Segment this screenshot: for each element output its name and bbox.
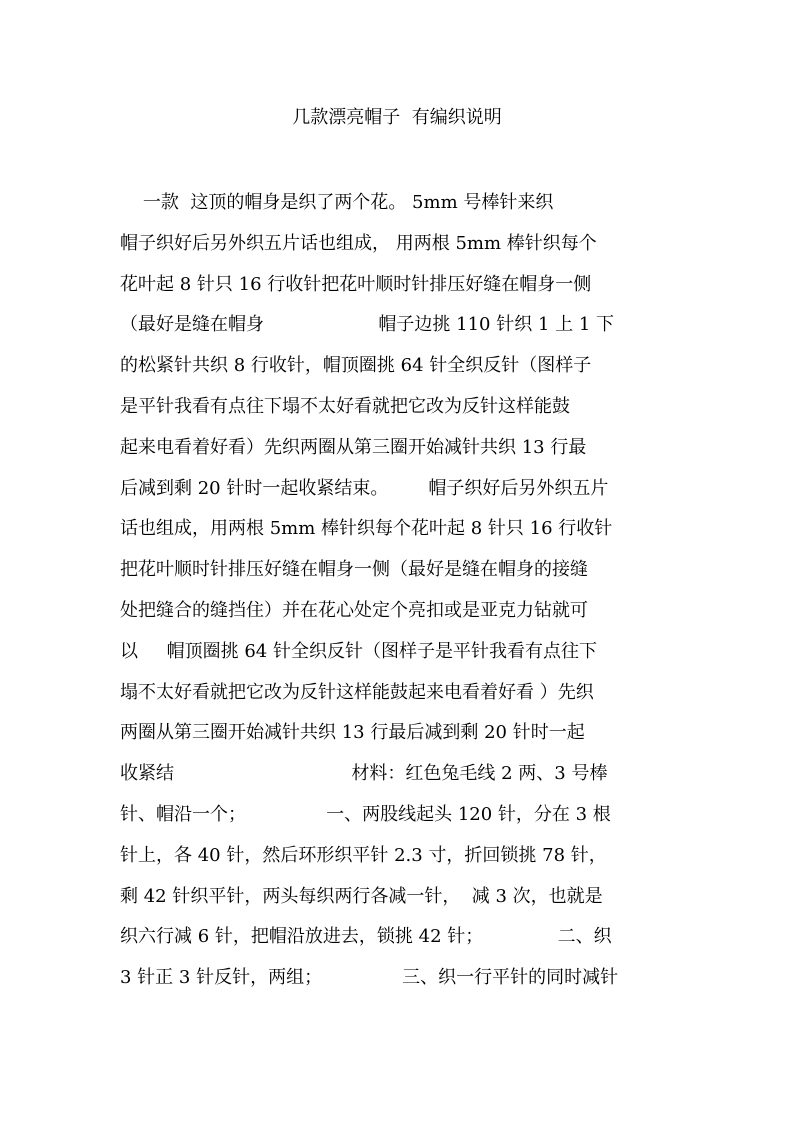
body-line: 花叶起 8 针只 16 行收针把花叶顺时针排压好缝在帽身一侧	[120, 273, 592, 295]
body-line: 收紧结 材料：红色兔毛线 2 两、3 号棒	[120, 763, 608, 785]
body-line: 针、帽沿一个； 一、两股线起头 120 针，分在 3 根	[120, 803, 611, 825]
body-line: 的松紧针共织 8 行收针，帽顶圈挑 64 针全织反针（图样子	[120, 355, 592, 377]
body-line: 以 帽顶圈挑 64 针全织反针（图样子是平针我看有点往下	[120, 640, 597, 662]
body-line: 3 针正 3 针反针，两组； 三、织一行平针的同时减针	[120, 967, 619, 989]
body-line: 话也组成，用两根 5mm 棒针织每个花叶起 8 针只 16 行收针	[120, 518, 613, 540]
document-body	[120, 183, 700, 999]
body-line: 把花叶顺时针排压好缝在帽身一侧（最好是缝在帽身的接缝	[120, 559, 588, 581]
body-line: 针上，各 40 针，然后环形织平针 2.3 寸，折回锁挑 78 针，	[120, 844, 607, 866]
body-line: （最好是缝在帽身 帽子边挑 110 针织 1 上 1 下	[120, 314, 615, 336]
body-line: 塌不太好看就把它改为反针这样能鼓起来电看着好看 ）先织	[120, 681, 594, 703]
body-line: 后减到剩 20 针时一起收紧结束。 帽子织好后另外织五片	[120, 477, 609, 499]
body-line: 一款 这顶的帽身是织了两个花。 5mm 号棒针来织	[120, 192, 554, 213]
document-title: 几款漂亮帽子 有编织说明	[292, 107, 502, 128]
body-line: 两圈从第三圈开始减针共织 13 行最后减到剩 20 针时一起	[120, 722, 585, 744]
body-line: 剩 42 针织平针，两头每织两行各减一针， 减 3 次，也就是	[120, 885, 603, 907]
body-line: 织六行减 6 针，把帽沿放进去，锁挑 42 针； 二、织	[120, 926, 612, 948]
body-line: 处把缝合的缝挡住）并在花心处定个亮扣或是亚克力钻就可	[120, 599, 588, 621]
body-line: 帽子织好后另外织五片话也组成， 用两根 5mm 棒针织每个	[120, 232, 597, 254]
body-line: 起来电看着好看）先织两圈从第三圈开始减针共织 13 行最	[120, 436, 587, 458]
body-line: 是平针我看有点往下塌不太好看就把它改为反针这样能鼓	[120, 395, 570, 417]
